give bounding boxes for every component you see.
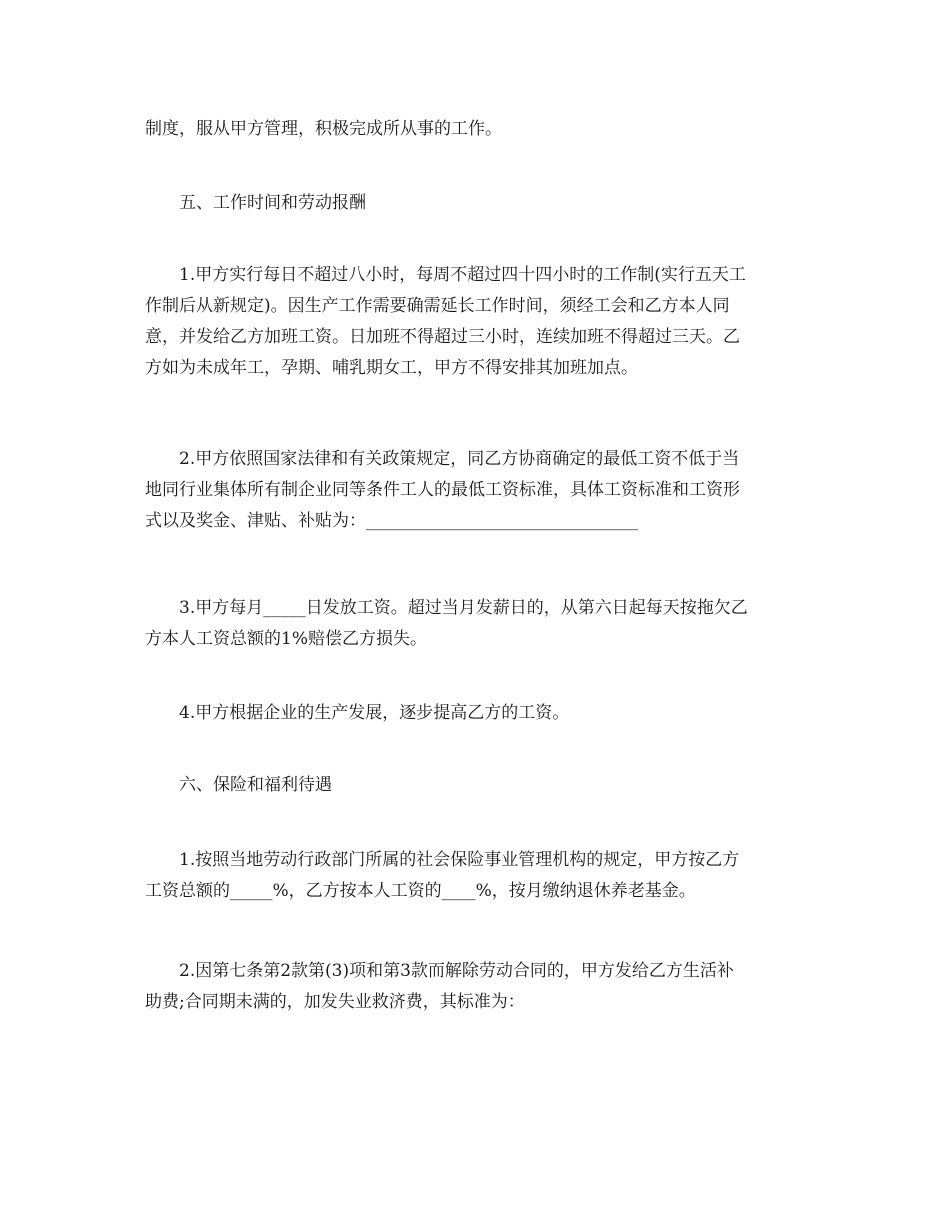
heading-text: 五、工作时间和劳动报酬 (179, 193, 366, 213)
clause-5-4 (145, 698, 805, 729)
section-heading-6 (145, 770, 805, 801)
text-line: 工资总额的_____%，乙方按本人工资的____%，按月缴纳退休养老基金。 (145, 881, 696, 901)
text-line: 制度，服从甲方管理，积极完成所从事的工作。 (145, 119, 502, 139)
clause-5-1 (145, 260, 805, 384)
text-line: 方本人工资总额的1%赔偿乙方损失。 (145, 629, 427, 649)
clause-6-2 (145, 956, 805, 1018)
text-line: 地同行业集体所有制企业同等条件工人的最低工资标准，具体工资标准和工资形 (145, 480, 740, 500)
text-line: 1.按照当地劳动行政部门所属的社会保险事业管理机构的规定，甲方按乙方 (179, 850, 740, 870)
clause-5-3 (145, 593, 805, 655)
paragraph-continuation (145, 114, 805, 145)
clause-6-1 (145, 845, 805, 907)
text-line: 式以及奖金、津贴、补贴为：________________________________ (145, 511, 638, 531)
text-line: 2.因第七条第2款第(3)项和第3款而解除劳动合同的，甲方发给乙方生活补 (179, 961, 734, 981)
text-line: 意，并发给乙方加班工资。日加班不得超过三小时，连续加班不得超过三天。乙 (145, 327, 740, 347)
heading-text: 六、保险和福利待遇 (179, 775, 332, 795)
text-line: 作制后从新规定)。因生产工作需要确需延长工作时间，须经工会和乙方本人同 (145, 296, 730, 316)
text-line: 1.甲方实行每日不超过八小时，每周不超过四十四小时的工作制(实行五天工 (179, 265, 746, 285)
text-line: 助费;合同期未满的，加发失业救济费，其标准为： (145, 992, 525, 1012)
text-line: 4.甲方根据企业的生产发展，逐步提高乙方的工资。 (179, 703, 570, 723)
clause-5-2 (145, 444, 805, 537)
text-line: 3.甲方每月_____日发放工资。超过当月发薪日的，从第六日起每天按拖欠乙 (179, 598, 748, 618)
text-line: 方如为未成年工，孕期、哺乳期女工，甲方不得安排其加班加点。 (145, 358, 638, 378)
text-line: 2.甲方依照国家法律和有关政策规定，同乙方协商确定的最低工资不低于当 (179, 449, 740, 469)
section-heading-5 (145, 188, 805, 219)
